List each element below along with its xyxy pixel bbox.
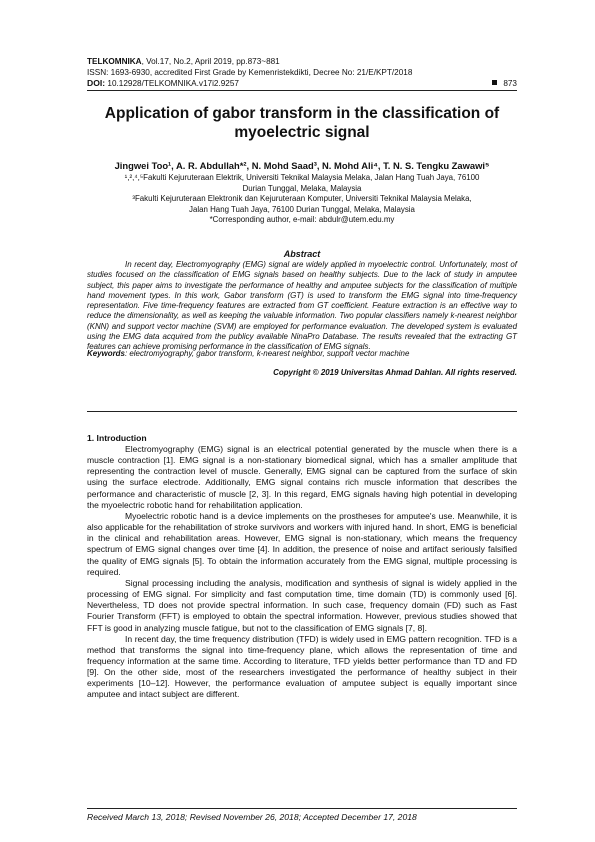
affiliation-line: Jalan Hang Tuah Jaya, 76100 Durian Tunggal, Melaka, Malaysia: [189, 204, 415, 214]
affiliations: [87, 173, 517, 226]
paper-title: Application of gabor transform in the classification of myoelectric signal: [104, 105, 500, 141]
copyright-notice: Copyright © 2019 Universitas Ahmad Dahlan. All rights reserved.: [273, 368, 517, 377]
citation-details: , Vol.17, No.2, April 2019, pp.873~881: [141, 57, 280, 66]
keywords-label: Keywords: [87, 349, 125, 358]
abstract-rule: [87, 411, 517, 412]
square-bullet-icon: [492, 80, 497, 85]
keywords-list: : electromyography, gabor transform, k-nearest neighbor, support vector machine: [124, 349, 410, 358]
paragraph: Myoelectric robotic hand is a device implements on the prostheses for amputee's use. Meanwhile, it is also applicable for the rehabilitation of stroke survivors and workers with injured hand. In short, EMG is beneficial in the clinical and rehabilitation areas. However, EMG signal is non-stationary, which means the frequency spectrum of EMG signal changes over time [4]. In addition, the presence of noise and artifact seriously falsified the quality of EMG signals [5]. To obtain the information accurately from the EMG signal, multiple processing is required.: [87, 510, 517, 577]
journal-citation: [87, 56, 517, 67]
abstract-heading: Abstract: [283, 249, 321, 259]
journal-header: [87, 56, 517, 89]
section-heading: 1. Introduction: [87, 433, 147, 443]
paragraph: Signal processing including the analysis, modification and synthesis of signal is widely applied in the processing of EMG signal. For simplicity and fast computation time, time domain (TD) is commonly used [6]. Nevertheless, TD does not provide spectral information. In such case, frequency domain (FD) such as Fast Fourier Transform (FFT) is employed to obtain the spectral information. However, previous studies showed that FFT is good in analyzing muscle fatigue, but not to the classification of EMG signals [7, 8].: [87, 577, 517, 633]
paragraph: In recent day, the time frequency distribution (TFD) is widely used in EMG pattern recognition. TFD is a method that transforms the signal into time-frequency plane, which allows the representation of time and frequency information at the same time. According to literature, TFD yields better performance than TD and FD [9]. On the other side, most of the researchers investigated the performance of healthy subject in their experiments [10–12]. However, the performance evaluation of amputee subject is equally important since amputee and intact subject are different.: [87, 633, 517, 700]
affiliation-line: ³Fakulti Kejuruteraan Elektronik dan Kejuruteraan Komputer, Universiti Teknikal Malaysia Melaka,: [132, 194, 472, 203]
doi-value[interactable]: 10.12928/TELKOMNIKA.v17i2.9257: [105, 79, 239, 88]
page-number-value: 873: [503, 79, 517, 88]
author-list: Jingwei Too¹, A. R. Abdullah*², N. Mohd Saad³, N. Mohd Ali⁴, T. N. S. Tengku Zawawi⁵: [114, 160, 490, 171]
keywords: [87, 349, 517, 358]
page-number: [492, 78, 517, 89]
corresponding-author: *Corresponding author, e-mail: abdulr@utem.edu.my: [209, 215, 395, 224]
received-dates: Received March 13, 2018; Revised November 26, 2018; Accepted December 17, 2018: [87, 812, 417, 822]
paragraph: Electromyography (EMG) signal is an electrical potential generated by the muscle when there is a muscle contraction [1]. EMG signal is a non-stationary biomedical signal, which has a smaller amplitude that representing the contraction level of muscle. Generally, EMG signal can be captured from the surface of skin using the surface electrode. Additionally, EMG signal contains rich muscle information that describes the performance and characteristic of muscle [2, 3]. In this regard, EMG signals having high potential in developing the myoelectric robotic hand for rehabilitation application.: [87, 444, 517, 510]
affiliation-line: ¹,²,⁴,⁵Fakulti Kejuruteraan Elektrik, Universiti Teknikal Malaysia Melaka, Jalan Hang Tuah Jaya, 76100: [124, 173, 480, 182]
doi-line: [87, 78, 517, 89]
header-rule: [87, 90, 517, 91]
journal-name: TELKOMNIKA: [87, 57, 142, 66]
footer-rule: [87, 808, 517, 809]
abstract-text: In recent day, Electromyography (EMG) signal are widely applied in myoelectric control. Unfortunately, most of studies focused on the classification of EMG signals based on healthy subjects. Due to the lack of study in amputee subject, this paper aims to investigate the performance of healthy and amputee subjects for the classification of multiple hand movement types. In this work, Gabor transform (GT) is used to transform the EMG signal into time-frequency representation. Five time-frequency features are extracted from GT coefficient. Feature extraction is an effective way to reduce the dimensionality, as well as keeping the valuable information. Two popular classifiers namely k-nearest neighbor (KNN) and support vector machine (SVM) are employed for performance evaluation. The developed system is evaluated using the EMG data acquired from the publicy available NinaPro Database. The results revealed that the extracting GT features can achieve promising performance in the classification of EMG signals.: [87, 260, 517, 352]
issn-line: ISSN: 1693-6930, accredited First Grade by Kemenristekdikti, Decree No: 21/E/KPT/2018: [87, 68, 413, 77]
doi-label: DOI:: [87, 78, 106, 88]
affiliation-line: Durian Tunggal, Melaka, Malaysia: [242, 183, 362, 193]
introduction-body: [87, 444, 517, 701]
